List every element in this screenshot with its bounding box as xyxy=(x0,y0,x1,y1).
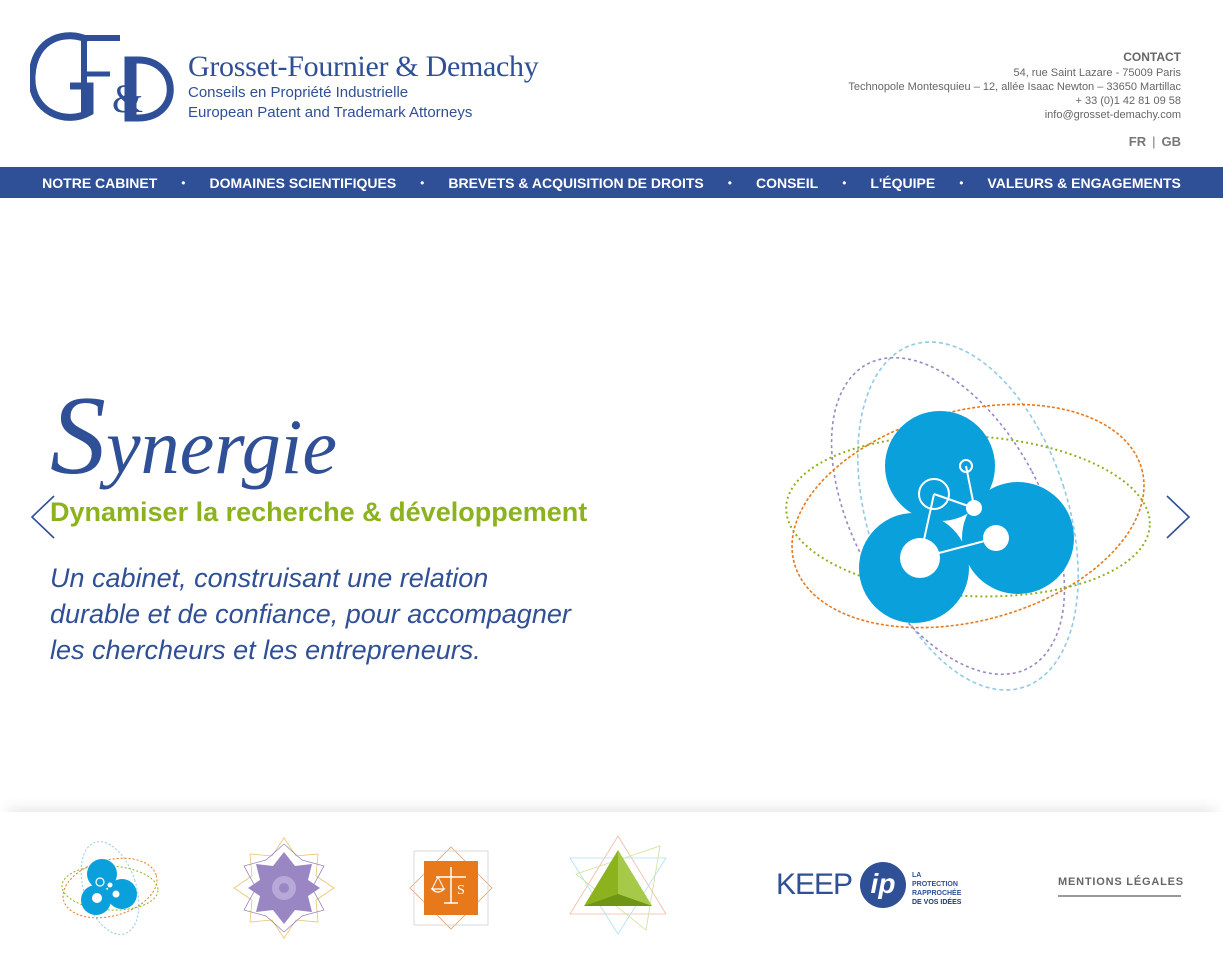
nav-separator: • xyxy=(842,175,847,190)
nav-separator: • xyxy=(420,175,425,190)
nav-notre-cabinet[interactable]: NOTRE CABINET xyxy=(42,174,158,191)
legal-notice-link[interactable]: MENTIONS LÉGALES xyxy=(1058,876,1181,897)
slide-description-line: les chercheurs et les entrepreneurs. xyxy=(50,635,481,665)
nav-equipe[interactable]: L'ÉQUIPE xyxy=(870,174,936,191)
slide-subtitle: Dynamiser la recherche & développement xyxy=(50,497,588,527)
nav-valeurs[interactable]: VALEURS & ENGAGEMENTS xyxy=(987,174,1181,191)
ip-icon: ip xyxy=(860,862,906,908)
lang-gb[interactable]: GB xyxy=(1161,134,1181,149)
company-tagline-en: European Patent and Trademark Attorneys xyxy=(188,104,473,121)
molecule-illustration xyxy=(780,330,1160,710)
main-nav xyxy=(0,167,1223,198)
justice-icon[interactable] xyxy=(408,845,494,931)
nav-separator: • xyxy=(959,175,964,190)
molecule-icon[interactable] xyxy=(60,838,160,938)
svg-text:&: & xyxy=(112,76,144,121)
slide-title-initial: S xyxy=(50,374,106,498)
nav-brevets[interactable]: BREVETS & ACQUISITION DE DROITS xyxy=(448,174,704,191)
keep-ip-logo[interactable] xyxy=(776,860,966,910)
address-paris: 54, rue Saint Lazare - 75009 Paris xyxy=(1013,67,1181,79)
keep-tagline xyxy=(912,871,966,907)
slide-description-line: Un cabinet, construisant une relation xyxy=(50,563,489,593)
address-martillac: Technopole Montesquieu – 12, allée Isaac Newton – 33650 Martillac xyxy=(848,81,1181,93)
site-logo[interactable] xyxy=(30,32,590,127)
company-name: Grosset-Fournier & Demachy xyxy=(188,50,539,83)
slide-description-line: durable et de confiance, pour accompagner xyxy=(50,599,571,629)
lang-separator: | xyxy=(1152,134,1156,149)
slider-next-button[interactable] xyxy=(1163,494,1193,540)
nav-conseil[interactable]: CONSEIL xyxy=(755,174,819,191)
pyramid-icon[interactable] xyxy=(566,834,670,938)
svg-text:S: S xyxy=(457,883,465,898)
nav-separator: • xyxy=(181,175,186,190)
lang-fr[interactable]: FR xyxy=(1128,134,1147,149)
keep-tagline-line: LA PROTECTION xyxy=(912,872,958,888)
slide-description xyxy=(50,560,650,668)
slide-title-rest: ynergie xyxy=(106,403,337,490)
email-link[interactable]: info@grosset-demachy.com xyxy=(1044,109,1181,121)
mandala-icon[interactable] xyxy=(232,836,336,940)
language-switcher xyxy=(1129,134,1181,149)
keep-tagline-line: RAPPROCHÉE xyxy=(912,890,962,897)
phone-number[interactable]: + 33 (0)1 42 81 09 58 xyxy=(1075,95,1181,107)
chevron-right-icon xyxy=(1163,494,1193,540)
gfd-monogram-icon xyxy=(30,32,180,124)
nav-separator: • xyxy=(727,175,732,190)
contact-link[interactable]: CONTACT xyxy=(1123,50,1181,64)
company-tagline: Conseils en Propriété Industrielle xyxy=(188,84,409,101)
keep-tagline-line: DE VOS IDÉES xyxy=(912,899,962,906)
contact-block xyxy=(848,50,1181,122)
slide-title xyxy=(50,372,337,501)
nav-domaines-scientifiques[interactable]: DOMAINES SCIENTIFIQUES xyxy=(209,174,397,191)
keep-text: KEEP xyxy=(776,868,853,901)
